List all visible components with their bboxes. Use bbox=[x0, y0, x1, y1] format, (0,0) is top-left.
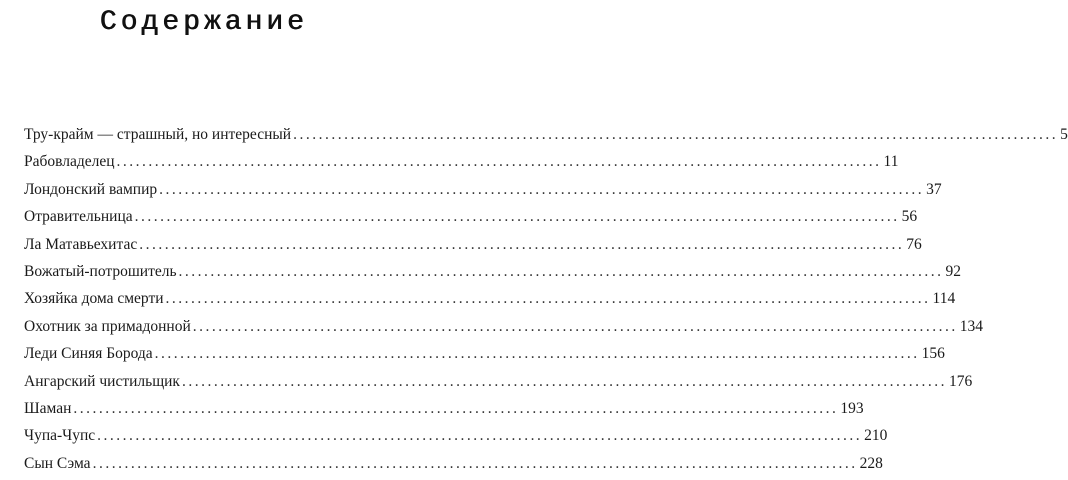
page-title: Содержание bbox=[99, 7, 309, 38]
toc-entry-title: Рабовладелец bbox=[24, 153, 115, 171]
toc-entry bbox=[24, 258, 962, 285]
toc-leader-dots: ........................................................................................................................ bbox=[73, 399, 839, 417]
toc-entry-title: Хозяйка дома смерти bbox=[24, 290, 164, 308]
toc-leader-dots: ........................................................................................................................ bbox=[92, 454, 858, 472]
toc-entry-page: 193 bbox=[840, 399, 864, 417]
toc-entry bbox=[24, 121, 1068, 148]
toc-entry-title: Вожатый-потрошитель bbox=[24, 262, 177, 280]
toc-leader-dots: ........................................................................................................................ bbox=[178, 262, 944, 280]
toc-entry-title: Тру-крайм — страшный, но интересный bbox=[24, 126, 292, 143]
toc-leader-dots: ........................................................................................................................ bbox=[97, 427, 863, 445]
table-of-contents bbox=[24, 121, 1068, 477]
toc-entry-title: Отравительница bbox=[24, 208, 133, 226]
toc-entry bbox=[24, 368, 973, 395]
toc-leader-dots: ........................................................................................................................ bbox=[139, 235, 905, 253]
toc-entry bbox=[24, 395, 864, 422]
toc-entry-title: Сын Сэма bbox=[24, 454, 91, 472]
toc-entry-page: 134 bbox=[959, 317, 983, 335]
toc-entry bbox=[24, 285, 956, 312]
toc-entry-page: 76 bbox=[906, 235, 922, 253]
toc-leader-dots: ........................................................................................................................ bbox=[116, 153, 882, 171]
toc-entry-page: 114 bbox=[932, 290, 956, 308]
toc-entry-title: Шаман bbox=[24, 399, 72, 417]
toc-entry-page: 37 bbox=[926, 180, 942, 198]
toc-entry bbox=[24, 231, 922, 258]
toc-entry-page: 92 bbox=[945, 262, 962, 280]
toc-leader-dots: ........................................................................................................................ bbox=[293, 126, 1059, 143]
toc-leader-dots: ........................................................................................................................ bbox=[154, 345, 920, 363]
toc-entry-title: Ла Матавьехитас bbox=[24, 235, 138, 253]
toc-entry-page: 228 bbox=[859, 454, 883, 472]
toc-entry-page: 176 bbox=[948, 372, 973, 390]
toc-entry bbox=[24, 450, 883, 477]
toc-entry-page: 56 bbox=[901, 208, 918, 226]
toc-leader-dots: ........................................................................................................................ bbox=[192, 317, 958, 335]
toc-entry-title: Чупа-Чупс bbox=[24, 427, 96, 445]
toc-leader-dots: ........................................................................................................................ bbox=[165, 290, 931, 308]
toc-entry bbox=[24, 422, 888, 449]
toc-entry-page: 5 bbox=[1060, 126, 1068, 143]
toc-entry bbox=[24, 148, 899, 175]
toc-entry-title: Леди Синяя Борода bbox=[24, 345, 153, 363]
toc-entry-title: Ангарский чистильщик bbox=[24, 372, 180, 390]
toc-entry-page: 210 bbox=[864, 427, 888, 445]
toc-entry bbox=[24, 313, 983, 340]
toc-entry bbox=[24, 340, 945, 367]
toc-leader-dots: ........................................................................................................................ bbox=[134, 208, 900, 226]
toc-entry-title: Охотник за примадонной bbox=[24, 317, 191, 335]
toc-entry-page: 156 bbox=[921, 345, 945, 363]
toc-entry-page: 11 bbox=[883, 153, 899, 171]
toc-leader-dots: ........................................................................................................................ bbox=[181, 372, 947, 390]
toc-entry-title: Лондонский вампир bbox=[24, 180, 158, 198]
toc-leader-dots: ........................................................................................................................ bbox=[159, 180, 925, 198]
toc-entry bbox=[24, 176, 942, 203]
toc-entry bbox=[24, 203, 918, 230]
